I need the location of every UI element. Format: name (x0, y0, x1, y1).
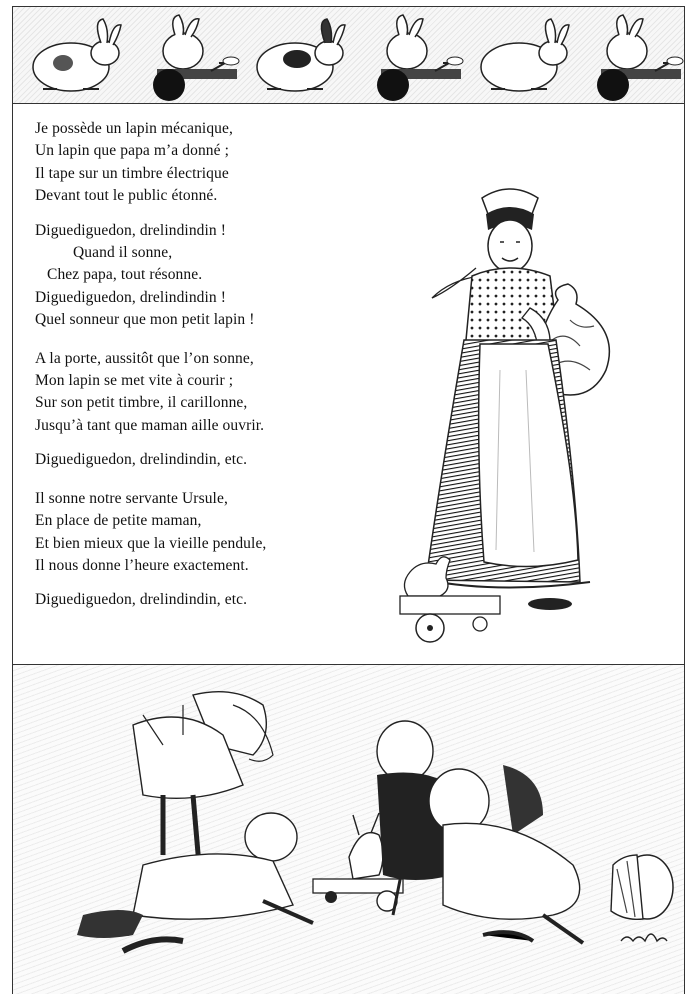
rabbit-icon (33, 19, 121, 91)
child-with-apron-figure (429, 765, 583, 943)
poem-line: Diguediguedon, drelindindin ! (35, 221, 227, 239)
children-playing-with-toy-rabbit-icon (13, 665, 684, 994)
poem-line: Quel sonneur que mon petit lapin ! (35, 311, 255, 329)
stanza-3 (35, 488, 365, 578)
poem-line: Mon lapin se met vite à courir ; (35, 372, 234, 390)
artist-signature-icon (621, 934, 667, 941)
refrain-2 (35, 449, 365, 471)
poem-line: Jusqu’à tant que maman aille ouvrir. (35, 416, 265, 434)
mechanical-rabbit-icon (377, 15, 463, 101)
poem-line: Diguediguedon, drelindindin, etc. (35, 451, 248, 469)
mechanical-rabbit-icon (597, 15, 683, 101)
poem (35, 118, 365, 624)
poem-line: Il nous donne l’heure exactement. (35, 556, 249, 574)
servant-with-pitcher-icon (380, 180, 640, 660)
rabbit-frieze (13, 7, 684, 104)
poem-line: A la porte, aussitôt que l’on sonne, (35, 349, 254, 367)
refrain-1 (35, 220, 365, 332)
poem-line: Chez papa, tout résonne. (47, 266, 203, 284)
poem-line: Je possède un lapin mécanique, (35, 120, 233, 137)
stanza-1 (35, 118, 365, 208)
poem-line: Sur son petit timbre, il carillonne, (35, 394, 248, 412)
frieze-drawing (13, 7, 684, 103)
rabbit-icon (257, 19, 345, 91)
refrain-3 (35, 589, 365, 611)
mechanical-rabbit-icon (153, 15, 239, 101)
children-playing-scene (13, 664, 684, 994)
servant-illustration (380, 180, 640, 660)
poem-line: Il tape sur un timbre électrique (35, 164, 229, 182)
rabbit-icon (481, 19, 569, 91)
poem-line: Quand il sonne, (73, 244, 173, 262)
poem-line: Devant tout le public étonné. (35, 187, 218, 205)
poem-line: Diguediguedon, drelindindin, etc. (35, 591, 248, 609)
drum-icon (611, 855, 673, 919)
poem-line: Diguediguedon, drelindindin ! (35, 288, 227, 306)
stanza-2 (35, 348, 365, 438)
poem-line: Et bien mieux que la vieille pendule, (35, 534, 267, 552)
poem-line: En place de petite maman, (35, 512, 202, 530)
poem-line: Un lapin que papa m’a donné ; (35, 142, 230, 160)
poem-line: Il sonne notre servante Ursule, (35, 489, 228, 507)
